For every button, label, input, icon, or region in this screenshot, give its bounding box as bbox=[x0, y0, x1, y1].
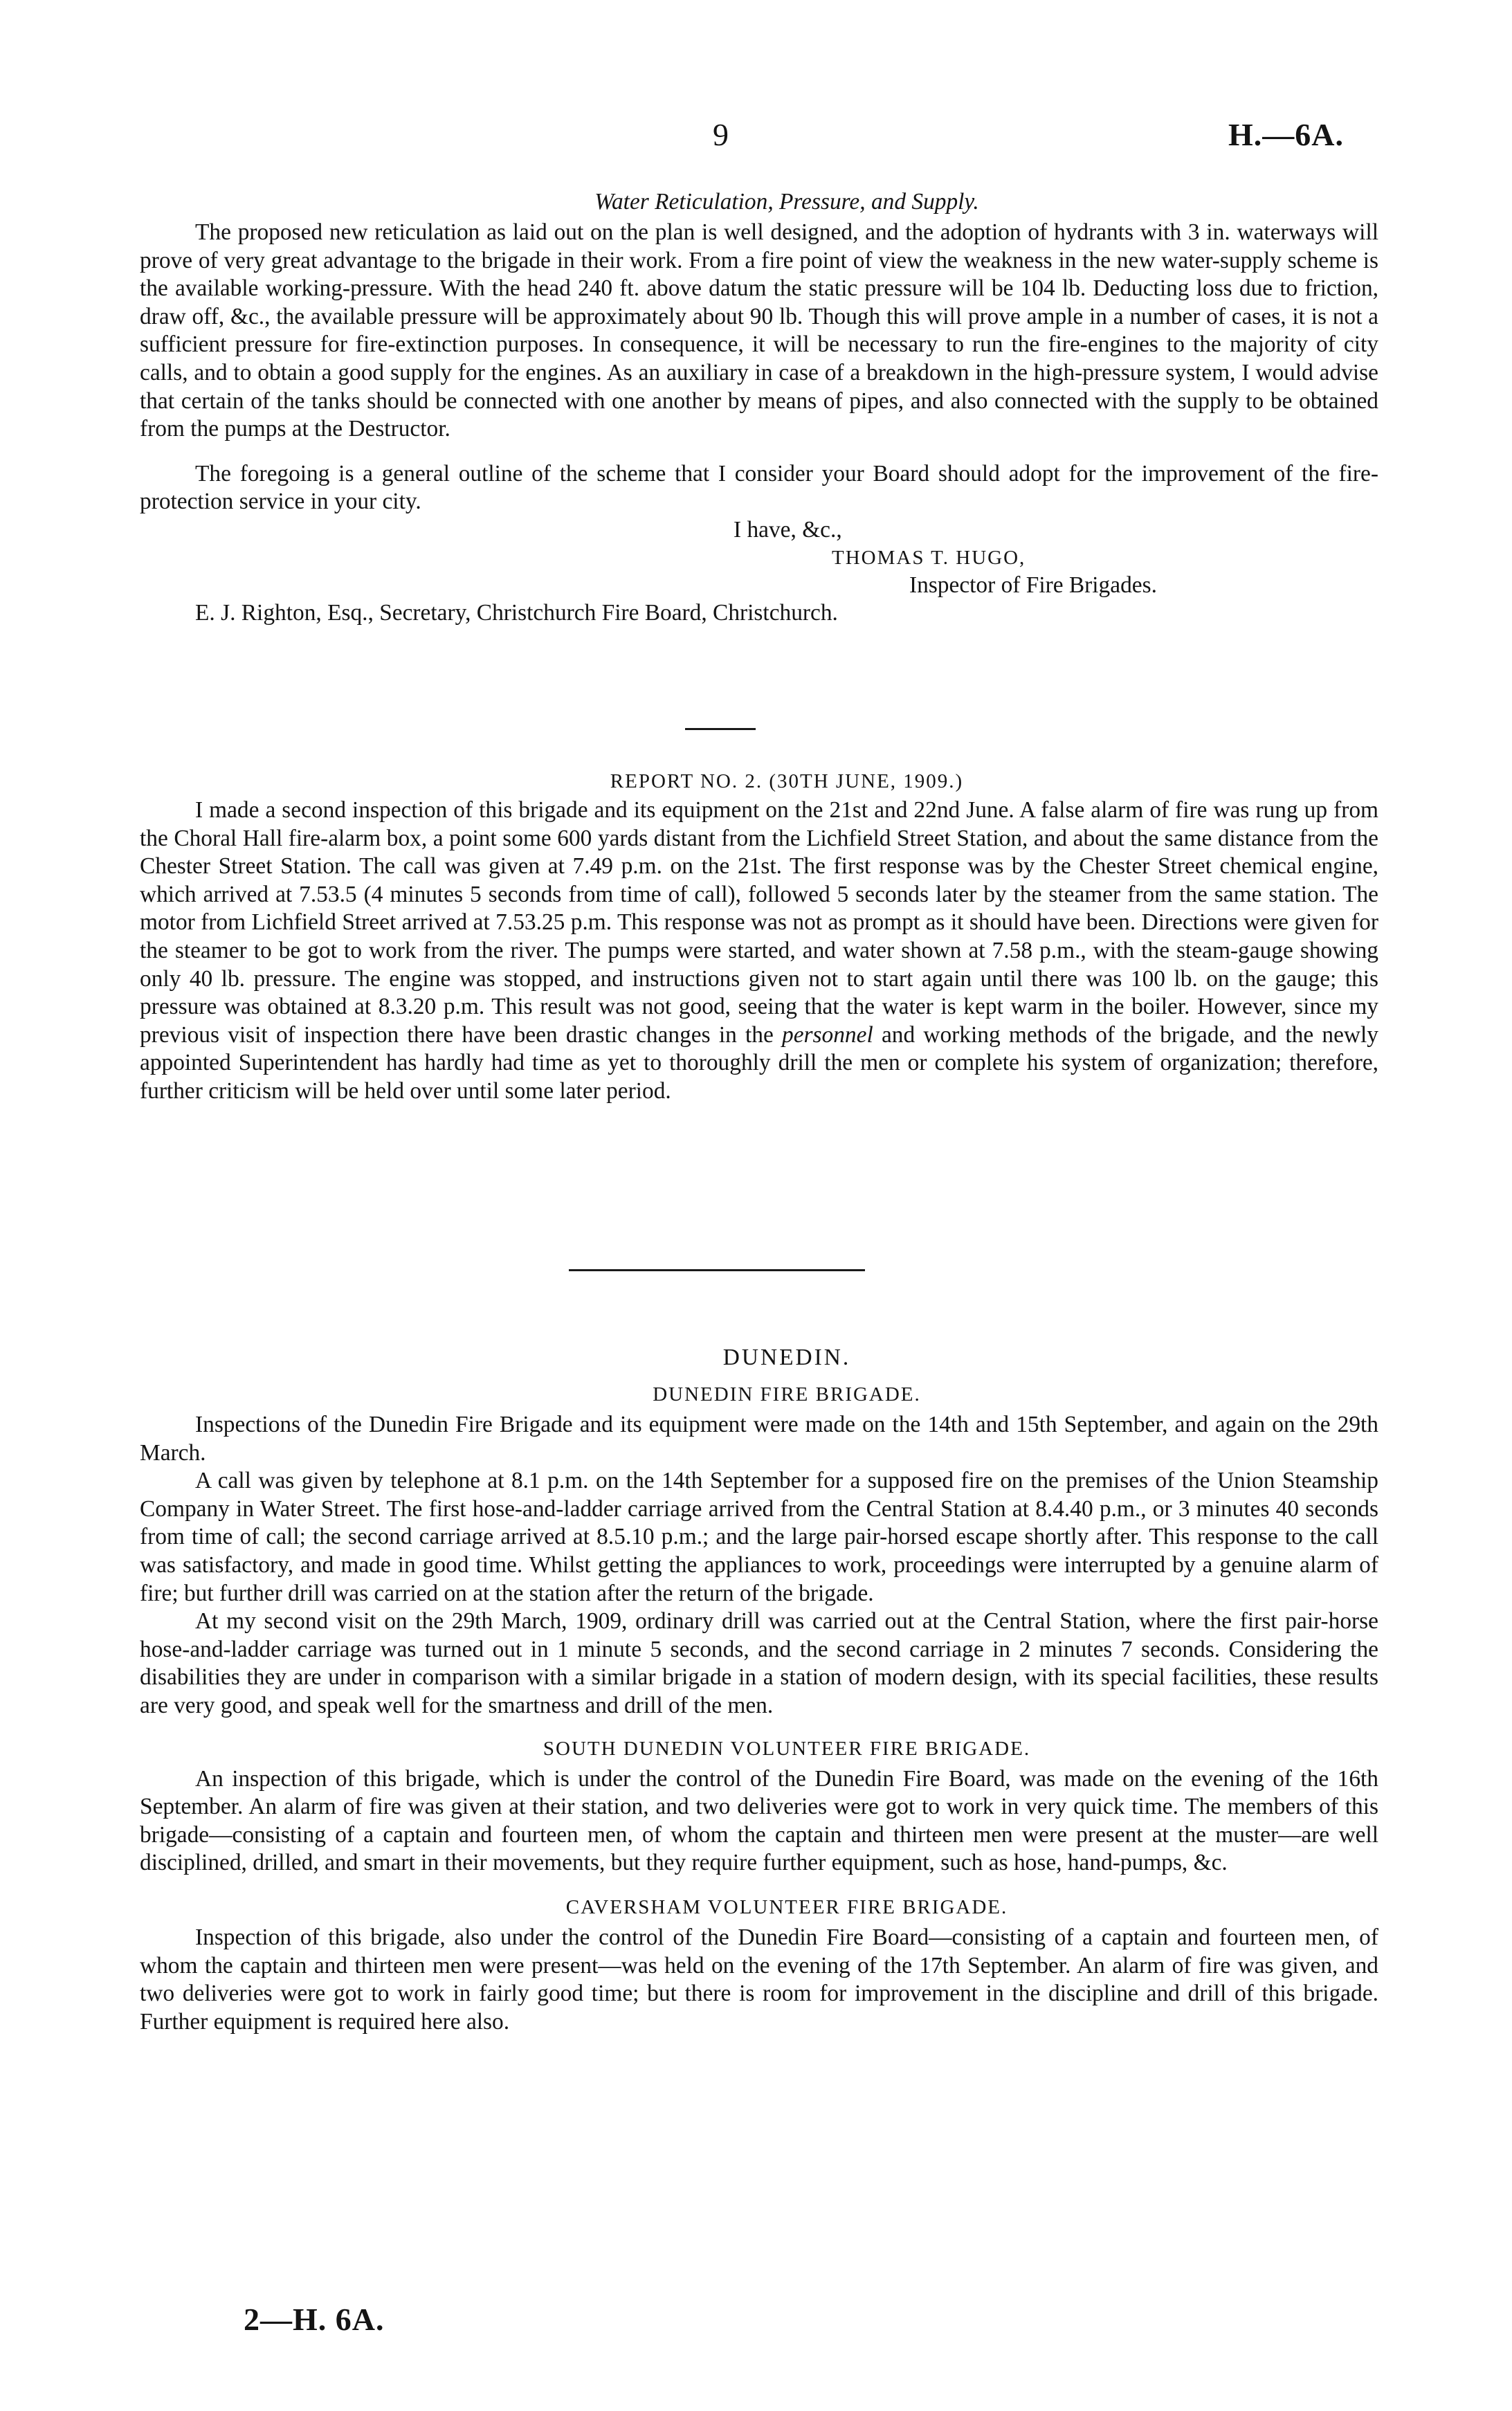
signature-mark: 2—H. 6A. bbox=[244, 2302, 385, 2337]
dunedin-section bbox=[140, 1344, 1378, 2036]
water-paragraph-1: The proposed new reticulation as laid out on the plan is well designed, and the adoption of hydrants with 3 in. waterways will prove of very great advantage to the brigade in their work. From a fire point of view the weakness in the new water-supply scheme is the available working-pressure. With the head 240 ft. above datum the static pressure will be 104 lb. Deducting loss due to friction, draw off, &c., the available pressure will be approximately about 90 lb. Though this will prove ample in a number of cases, it is not a sufficient pressure for fire-extinction purposes. In consequence, it will be necessary to run the fire-engines to the majority of city calls, and to obtain a good supply for the engines. As an auxiliary in case of a breakdown in the high-pressure system, I would advise that certain of the tanks should be connected with one another by means of pipes, and also connected with the supply to be obtained from the pumps at the Destructor. bbox=[140, 219, 1378, 442]
water-section-heading: Water Reticulation, Pressure, and Supply. bbox=[594, 189, 979, 215]
page-header bbox=[0, 116, 1512, 158]
report-2-heading: REPORT NO. 2. (30TH JUNE, 1909.) bbox=[610, 770, 964, 792]
signatory-title: Inspector of Fire Brigades. bbox=[909, 572, 1157, 598]
dunedin-paragraph-1: Inspections of the Dunedin Fire Brigade and its equipment were made on the 14th and 15th September, and again on the 29th March. bbox=[140, 1412, 1378, 1466]
water-section bbox=[140, 188, 1378, 630]
page-number: 9 bbox=[713, 117, 729, 152]
dunedin-paragraph-2: A call was given by telephone at 8.1 p.m. on the 14th September for a supposed fire on the premises of the Union Steamship Company in Water Street. The first hose-and-ladder carriage arrived from the Central Station at 8.4.40 p.m., or 3 minutes 40 seconds from time of call; the second carriage arrived at 8.5.10 p.m.; and the large pair-horsed escape shortly after. This response to the call was satisfactory, and made in good time. Whilst getting the appliances to work, proceedings were interrupted by a genuine alarm of fire; but further drill was carried on at the station after the return of the brigade. bbox=[140, 1468, 1378, 1606]
south-dunedin-heading: SOUTH DUNEDIN VOLUNTEER FIRE BRIGADE. bbox=[543, 1737, 1031, 1760]
section-divider-short bbox=[685, 728, 756, 730]
caversham-paragraph: Inspection of this brigade, also under the control of the Dunedin Fire Board—consisting of a captain and fourteen men, of whom the captain and thirteen men were present—was held on the evening of the 17th September. An alarm of fire was given, and two deliveries were got to work in fairly good time; but there is room for improvement in the discipline and drill of this brigade. Further equipment is required here also. bbox=[140, 1924, 1378, 2035]
water-paragraph-2: The foregoing is a general outline of the scheme that I consider your Board should adopt for the improvement of the fire-protection service in your city. bbox=[140, 460, 1378, 515]
signature-block bbox=[140, 516, 1378, 630]
south-dunedin-paragraph: An inspection of this brigade, which is under the control of the Dunedin Fire Board, was made on the evening of the 16th September. An alarm of fire was given at their station, and two deliveries were got to work in very quick time. The members of this brigade—consisting of a captain and fourteen men, of whom the captain and thirteen men were present at the muster—are well disciplined, drilled, and smart in their movements, but they require further equipment, such as hose, hand-pumps, &c. bbox=[140, 1765, 1378, 1876]
dunedin-title: DUNEDIN. bbox=[722, 1345, 851, 1370]
report-2-body: I made a second inspection of this brigade and its equipment on the 21st and 22nd June. A false alarm of fire was rung up from the Choral Hall fire-alarm box, a point some 600 yards distant from the Lichfield Street Station, and about the same distance from the Chester Street Station. The call was given at 7.49 p.m. on the 21st. The first response was by the Chester Street chemical engine, which arrived at 7.53.5 (4 minutes 5 seconds from time of call), followed 5 seconds later by the steamer from the same station. The motor from Lichfield Street arrived at 7.53.25 p.m. This response was not as prompt as it should have been. Directions were given for the steamer to be got to work from the river. The pumps were started, and water shown at 7.58 p.m., with the steam-gauge showing only 40 lb. pressure. The engine was stopped, and instructions given not to start again until there was 100 lb. on the gauge; this pressure was obtained at 8.3.20 p.m. This result was not good, seeing that the water is kept warm in the boiler. However, since my previous visit of inspection there have been drastic changes in the personnel and working methods of the brigade, and the newly appointed Superintendent has hardly had time as yet to thoroughly drill the men or complete his system of organization; therefore, further criticism will be held over until some later period. bbox=[140, 797, 1378, 1104]
caversham-heading: CAVERSHAM VOLUNTEER FIRE BRIGADE. bbox=[565, 1895, 1008, 1918]
addressee: E. J. Righton, Esq., Secretary, Christchurch Fire Board, Christchurch. bbox=[195, 599, 838, 626]
section-divider-long bbox=[569, 1269, 865, 1271]
italic-word: personnel bbox=[782, 1021, 873, 1048]
document-reference: H.—6A. bbox=[1228, 117, 1344, 152]
dunedin-fire-brigade-heading: DUNEDIN FIRE BRIGADE. bbox=[653, 1383, 921, 1405]
signatory-name: THOMAS T. HUGO, bbox=[832, 546, 1026, 569]
sign-off: I have, &c., bbox=[734, 516, 842, 543]
dunedin-paragraph-3: At my second visit on the 29th March, 1909, ordinary drill was carried out at the Central Station, where the first pair-horse hose-and-ladder carriage was turned out in 1 minute 5 seconds, and the second carriage in 2 minutes 7 seconds. Considering the disabilities they are under in comparison with a similar brigade in a station of modern design, with its special facilities, these results are very good, and speak well for the smartness and drill of the men. bbox=[140, 1608, 1378, 1718]
report-2-section bbox=[140, 767, 1378, 1106]
